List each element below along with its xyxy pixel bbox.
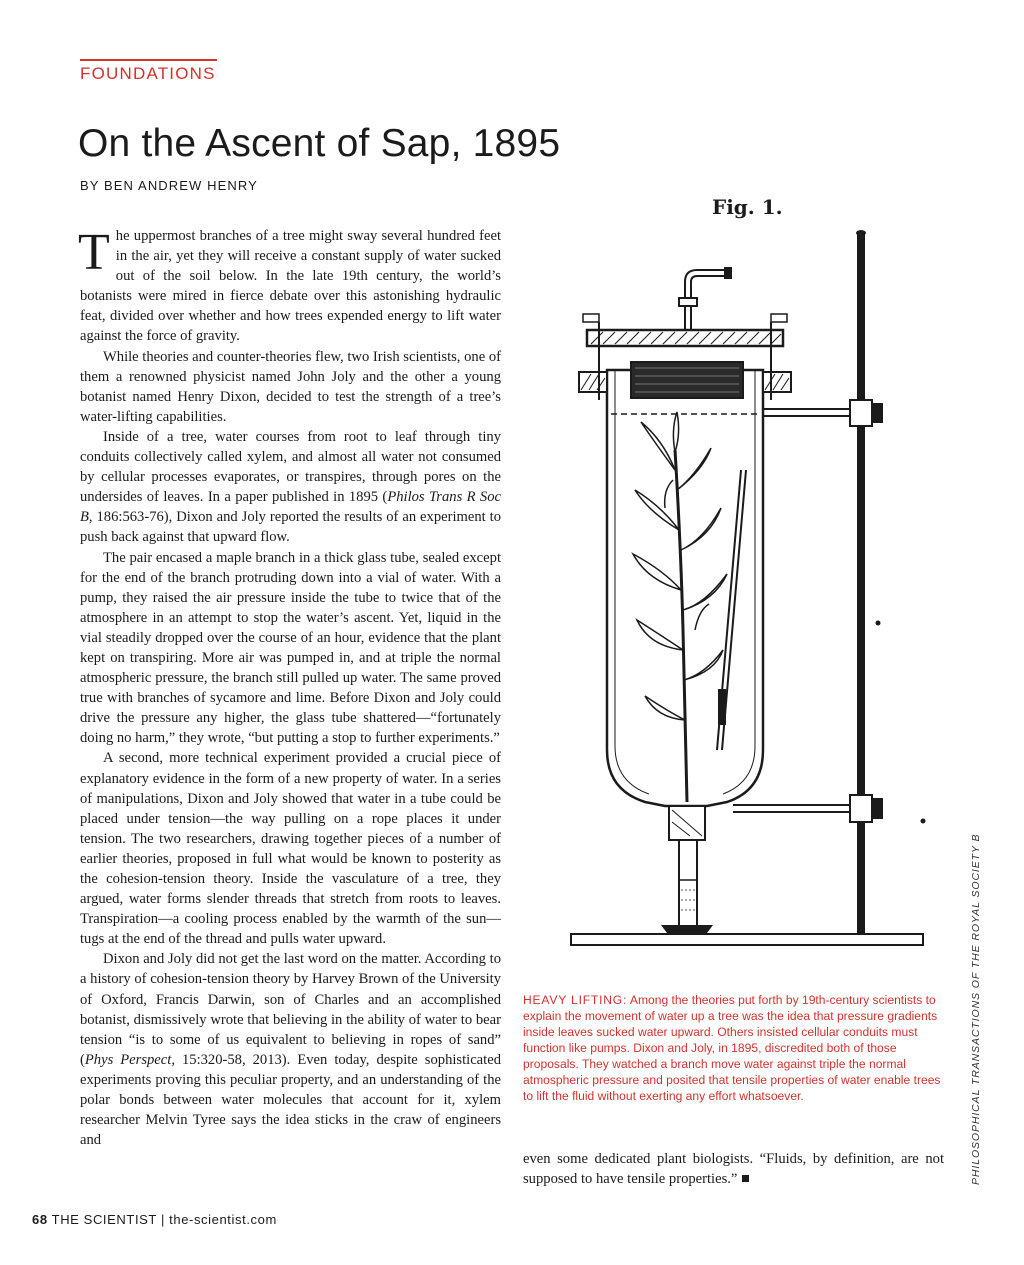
- page-number: 68: [32, 1212, 48, 1227]
- water-vial: [663, 806, 711, 934]
- paragraph-4: The pair encased a maple branch in a thick glass tube, sealed except for the end of the branch protruding down into a vial of water. With a pump, they raised the air pressure inside the tube to twice that of the atmosphere in an attempt to stop the water’s ascent. Yet, liquid in the vial steadily dropped over the course of an hour, evidence that the plant kept on transpiring. More air was pumped in, and at triple the normal atmospheric pressure, the branch still pulled up water. The same proved true with branches of sycamore and lime. Before Dixon and Joly could drive the pressure any higher, the glass tube shattered—“fortunately doing no harm,” they wrote, “but putting a stop to further experiments.”: [80, 549, 501, 747]
- caption-text: Among the theories put forth by 19th-century scientists to explain the movement of water up a tree was the idea that pressure gradients inside leaves sucked water upward. Others insisted cellular conduits must function like pumps. Dixon and Joly, in 1895, discredited both of those proposals. They watched a branch move water against triple the normal atmospheric pressure and posited that tensile properties of water enable trees to lift the fluid without exerting any effort whatsoever.: [523, 993, 941, 1103]
- section-label: FOUNDATIONS: [80, 64, 216, 83]
- end-mark: [742, 1175, 749, 1182]
- drop-cap: T: [78, 224, 110, 281]
- lower-clamp: [733, 795, 882, 822]
- magazine-url[interactable]: the-scientist.com: [169, 1212, 277, 1227]
- paragraph-2: While theories and counter-theories flew, two Irish scientists, one of them a renowned physicist named John Joly and the other a young botanist named Henry Dixon, decided to test the strength of a tree’s water-lifting capabilities.: [80, 348, 501, 425]
- stand-rod: [857, 232, 865, 935]
- paragraph-1: The uppermost branches of a tree might sway several hundred feet in the air, yet they will receive a constant supply of water sucked out of the soil below. In the late 19th century, the world’s botanists were mired in fierce debate over this astonishing hydraulic feat, divided over whether and how trees expended energy to lift water against the force of gravity.: [78, 224, 501, 345]
- section-rule: [80, 59, 217, 61]
- citation-journal: Philos Trans R Soc B: [80, 489, 501, 526]
- upper-clamp: [757, 400, 882, 426]
- article-continuation: [523, 1149, 944, 1189]
- figure-caption: [523, 992, 945, 1104]
- stand-base: [571, 934, 923, 945]
- footer-separator: |: [160, 1212, 165, 1227]
- paragraph-6: Dixon and Joly did not get the last word on the matter. According to a history of cohesion-tension theory by Harvey Brown of the University of Oxford, Francis Darwin, son of Charles and an accomplished botanist, dismissively wrote that believing in the ability of water to bear tension “is to some of us equivalent to believing in ropes of sand” (Phys Perspect, 15:320-58, 2013). Even today, despite sophisticated experiments proving this peculiar property, and an understanding of the polar bonds between water molecules that account for it, xylem researcher Melvin Tyree says the idea sticks in the craw of engineers and: [80, 951, 501, 1149]
- byline: BY BEN ANDREW HENRY: [80, 178, 258, 193]
- citation-journal: Phys Perspect: [84, 1051, 172, 1068]
- page-footer: [32, 1212, 277, 1227]
- article-title: On the Ascent of Sap, 1895: [78, 122, 561, 165]
- paragraph-6-end: even some dedicated plant biologists. “Fluids, by definition, are not supposed to have tensile properties.”: [523, 1151, 944, 1188]
- image-credit: PHILOSOPHICAL TRANSACTIONS OF THE ROYAL SOCIETY B: [970, 833, 982, 1185]
- paragraph-5: A second, more technical experiment provided a crucial piece of explanatory evidence in the form of a new property of water. In a series of manipulations, Dixon and Joly showed that water in a tube could be placed under tension—the way pulling on a rope places it under tension. The two researchers, drawing together pieces of a number of earlier theories, proposed in full what would be known to posterity as the cohesion-tension theory. Inside the vasculature of a tree, they argued, water forms slender threads that stretch from roots to leaves. Transpiration—a cooling process enabled by the warmth of the sun—tugs at the end of the thread and pulls water upward.: [80, 750, 501, 948]
- magazine-name: THE SCIENTIST: [51, 1212, 157, 1227]
- apparatus-illustration: [545, 190, 945, 960]
- caption-heading: HEAVY LIFTING:: [523, 993, 628, 1007]
- tap-valve: [679, 268, 731, 330]
- paragraph-3: Inside of a tree, water courses from root to leaf through tiny conduits collectively called xylem, and almost all water not consumed by cellular processes evaporates, or transpires, through pores on the undersides of leaves. In a paper published in 1895 (Philos Trans R Soc B, 186:563-76), Dixon and Joly reported the results of an experiment to push back against that upward flow.: [80, 428, 501, 546]
- article-body-column: [80, 226, 501, 1150]
- figure-label: Fig. 1.: [712, 195, 783, 219]
